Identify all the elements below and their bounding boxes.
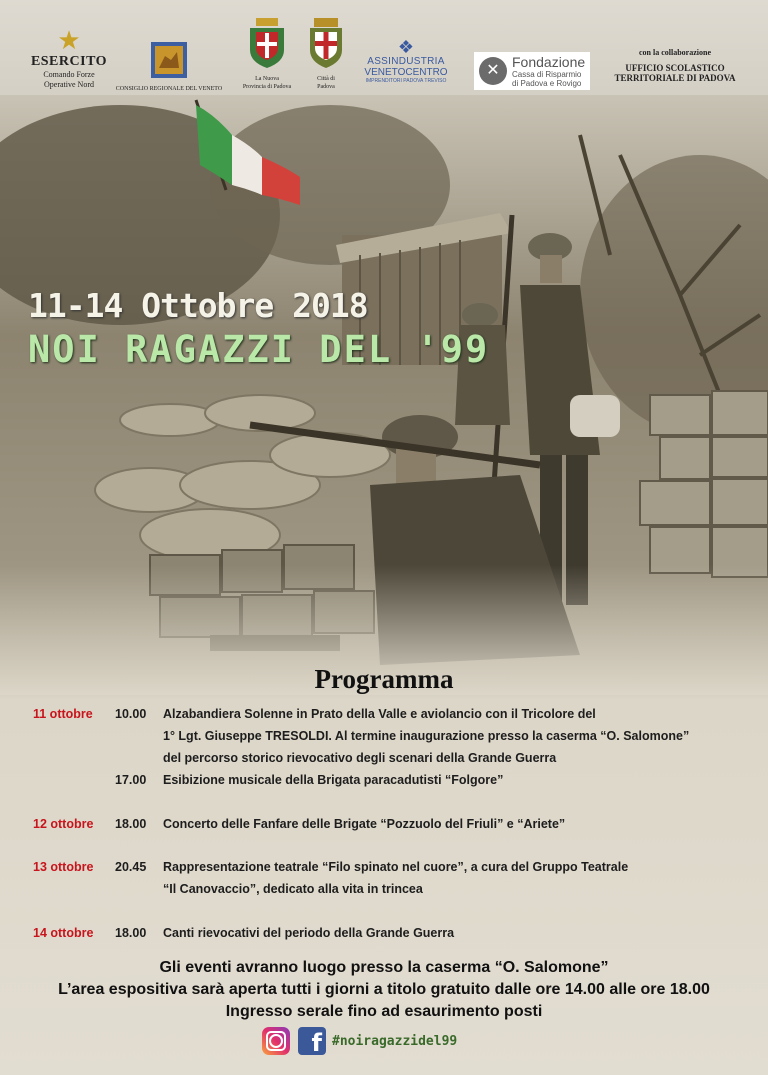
evening-entry-note: Ingresso serale fino ad esaurimento posti bbox=[225, 1003, 543, 1020]
row-4-text: Esibizione musicale della Brigata paracadutisti “Folgore” bbox=[163, 773, 504, 787]
lion-of-venice-icon bbox=[149, 40, 189, 80]
event-title: NOI RAGAZZI DEL '99 bbox=[28, 328, 490, 371]
row-1-date: 11 ottobre bbox=[33, 707, 93, 721]
sponsor-logos-bar bbox=[0, 0, 768, 110]
trench-photo bbox=[0, 95, 768, 695]
row-5-time: 18.00 bbox=[115, 817, 147, 831]
row-7-text: “Il Canovaccio”, dedicato alla vita in trincea bbox=[163, 882, 423, 896]
star-icon: ★ bbox=[57, 26, 81, 55]
provincia-crest-icon bbox=[246, 16, 288, 70]
row-8-date: 14 ottobre bbox=[33, 926, 94, 940]
programme-heading: Programma bbox=[314, 664, 454, 694]
esercito-logo: ★ ESERCITO Comando Forze Operative Nord bbox=[26, 28, 112, 90]
social-links bbox=[262, 1026, 457, 1056]
location-note: Gli eventi avranno luogo presso la caserma “O. Salomone” bbox=[159, 959, 609, 976]
assindustria-icon: ❖ bbox=[397, 37, 415, 57]
row-1-time: 10.00 bbox=[115, 707, 147, 721]
citta-padova-logo: Città di Padova bbox=[302, 16, 350, 91]
row-6-text: Rappresentazione teatrale “Filo spinato nel cuore”, a cura del Gruppo Teatrale bbox=[163, 860, 629, 874]
instagram-icon[interactable] bbox=[262, 1027, 290, 1055]
row-4-time: 17.00 bbox=[115, 773, 147, 787]
event-dates: 11-14 Ottobre 2018 bbox=[28, 286, 368, 325]
provincia-padova-logo: La Nuova Provincia di Padova bbox=[236, 16, 298, 91]
row-6-time: 20.45 bbox=[115, 860, 147, 874]
row-1-text: Alzabandiera Solenne in Prato della Valle e aviolancio con il Tricolore del bbox=[163, 707, 596, 721]
row-5-date: 12 ottobre bbox=[33, 817, 94, 831]
fondazione-logo: ✕ Fondazione Cassa di Risparmio di Padova e Rovigo bbox=[474, 52, 590, 90]
row-3-text: del percorso storico rievocativo degli scenari della Grande Guerra bbox=[163, 751, 557, 765]
assindustria-logo: ❖ ASSINDUSTRIA VENETOCENTRO IMPRENDITORI PADOVA TREVISO bbox=[358, 38, 454, 84]
row-2-text: 1° Lgt. Giuseppe TRESOLDI. Al termine inaugurazione presso la caserma “O. Salomone” bbox=[163, 729, 690, 743]
citta-crest-icon bbox=[306, 16, 346, 70]
row-5-text: Concerto delle Fanfare delle Brigate “Pozzuolo del Friuli” e “Ariete” bbox=[163, 817, 566, 831]
row-8-time: 18.00 bbox=[115, 926, 147, 940]
facebook-icon[interactable]: f bbox=[298, 1027, 326, 1055]
row-8-text: Canti rievocativi del periodo della Grande Guerra bbox=[163, 926, 455, 940]
consiglio-veneto-logo: CONSIGLIO REGIONALE DEL VENETO bbox=[112, 40, 226, 93]
fondazione-icon: ✕ bbox=[479, 57, 507, 85]
row-6-date: 13 ottobre bbox=[33, 860, 94, 874]
opening-hours-note: L’area espositiva sarà aperta tutti i giorni a titolo gratuito dalle ore 14.00 alle ore 18.00 bbox=[58, 981, 710, 998]
hashtag: #noiragazzidel99 bbox=[332, 1033, 458, 1049]
collaboration-credit: con la collaborazione UFFICIO SCOLASTICO TERRITORIALE DI PADOVA bbox=[614, 48, 736, 83]
